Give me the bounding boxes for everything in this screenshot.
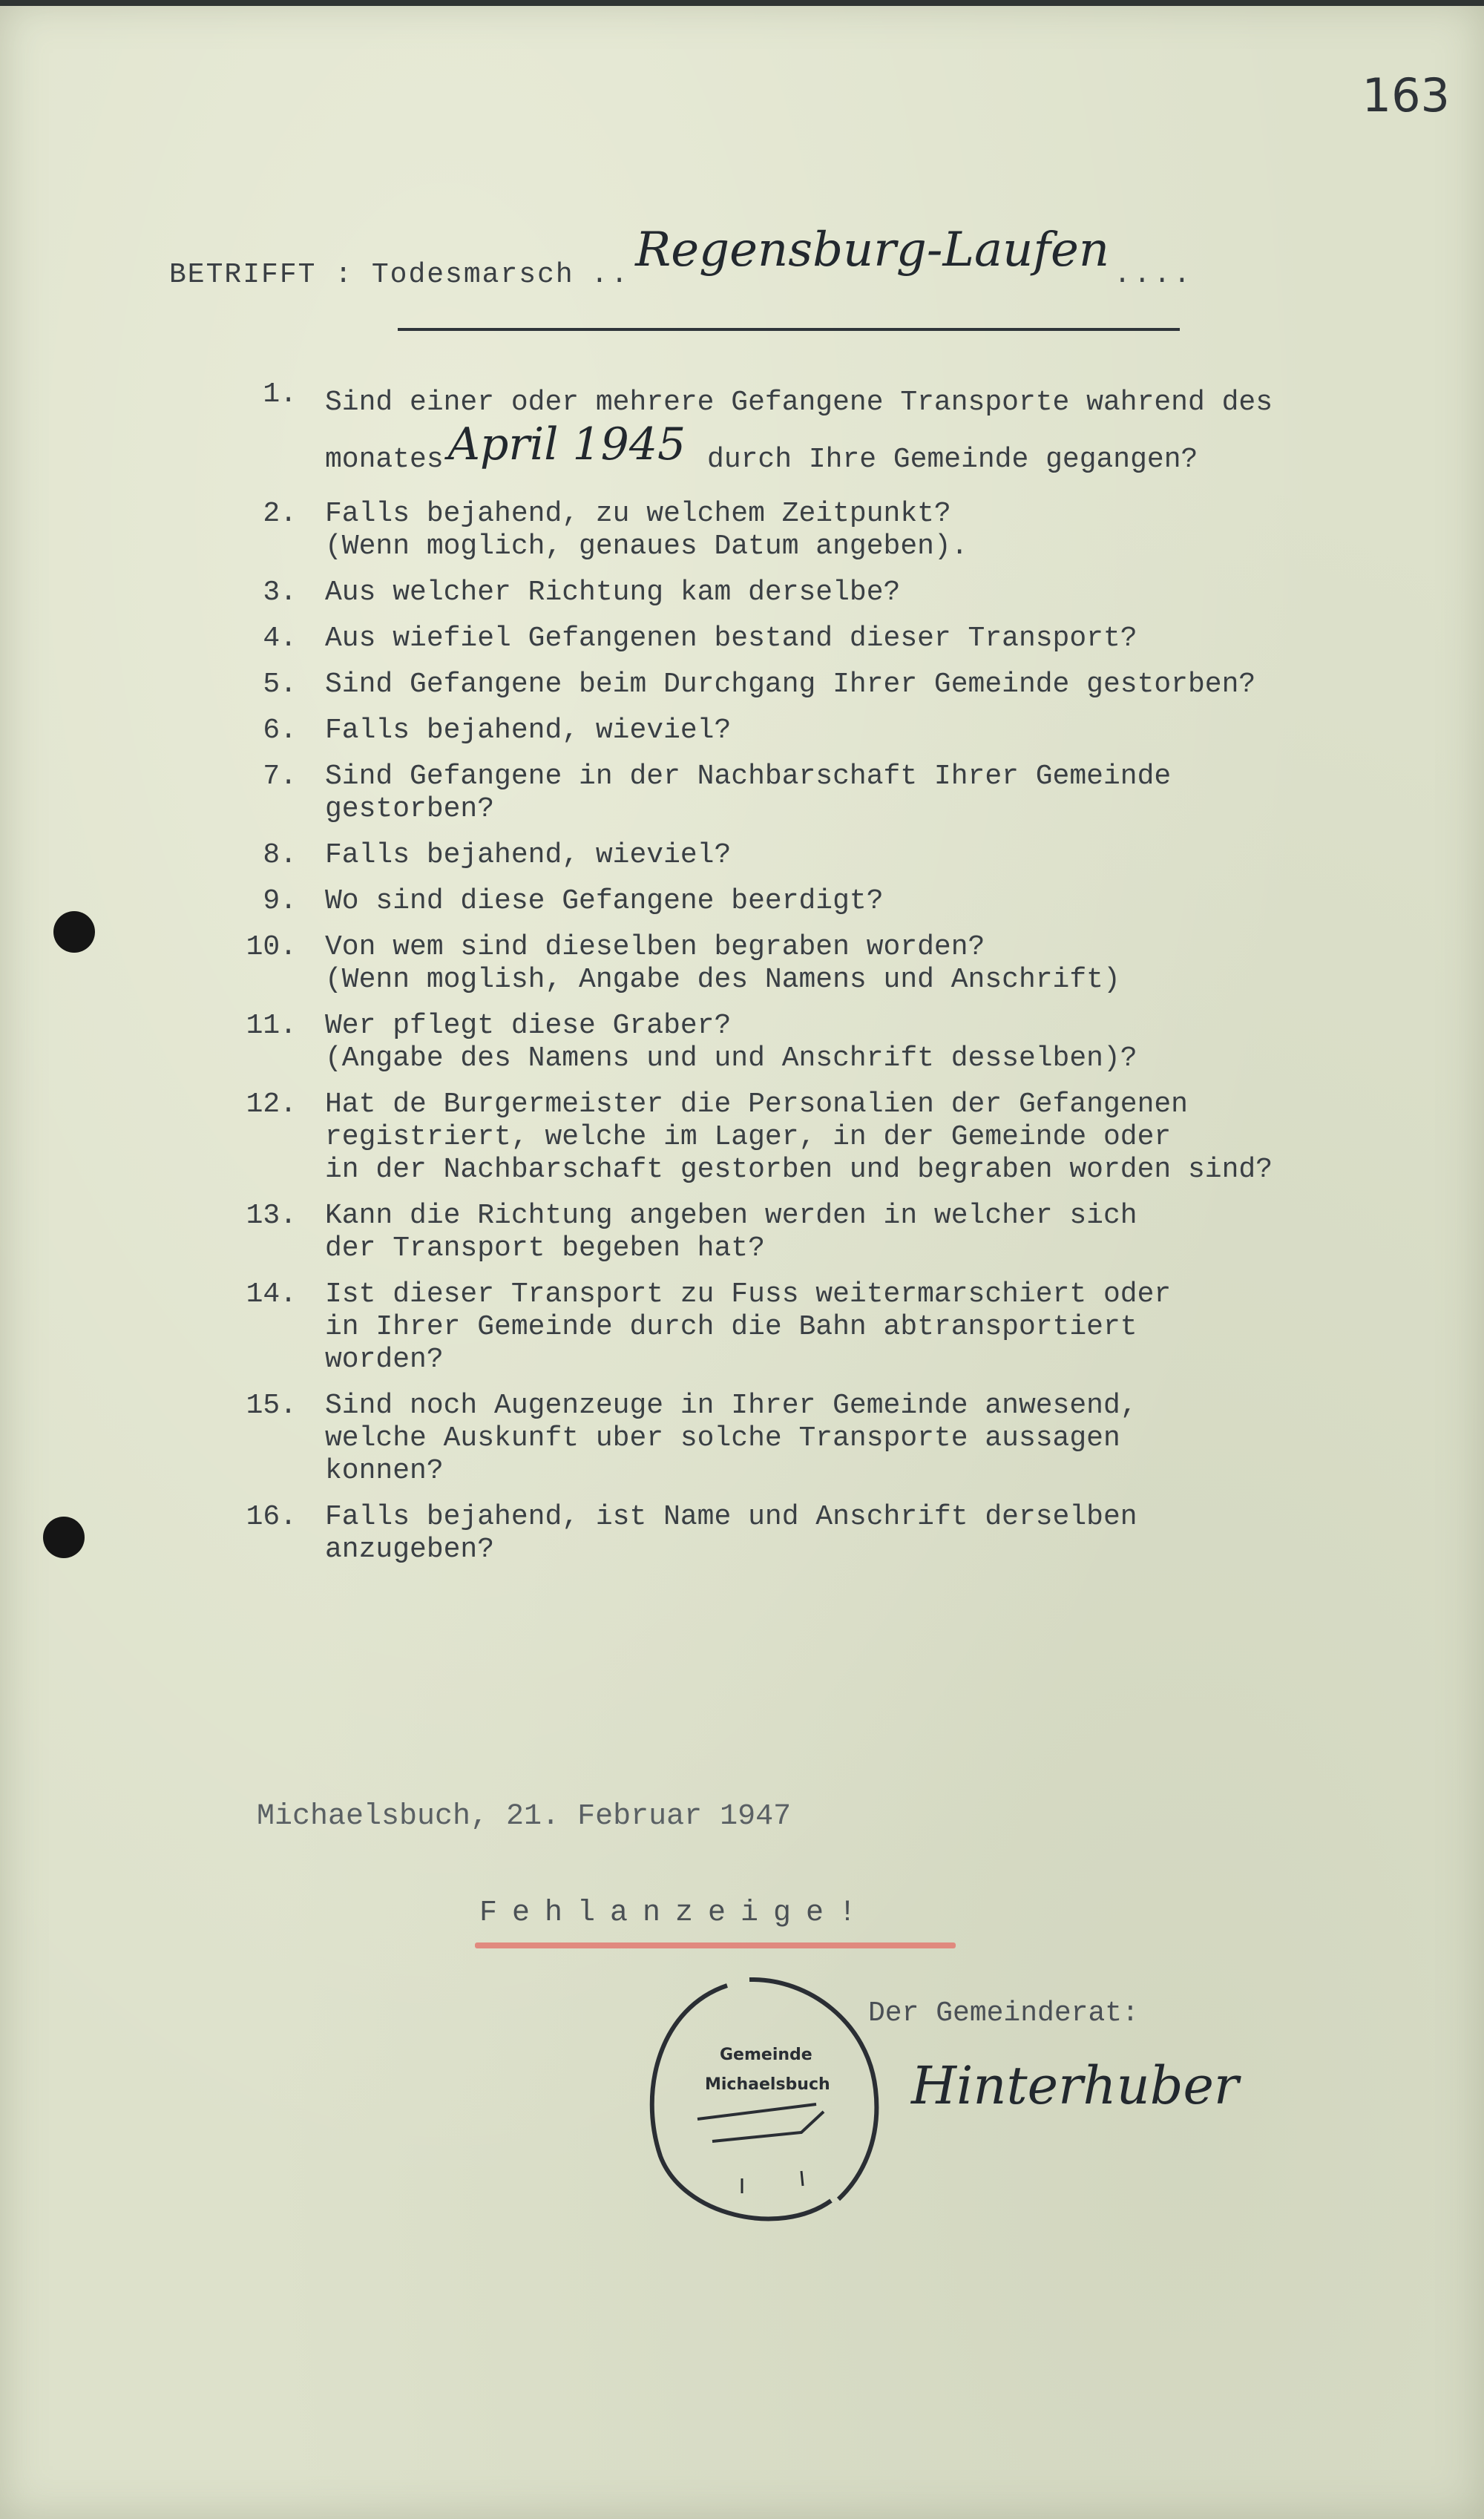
- signatory-label: Der Gemeinderat:: [868, 1997, 1139, 2029]
- question-text-line: Wo sind diese Gefangene beerdigt?: [325, 885, 884, 917]
- question-text-line: Falls bejahend, ist Name und Anschrift derselben: [325, 1501, 1137, 1533]
- question-number: 5.: [263, 669, 297, 700]
- question-item: [215, 498, 1432, 563]
- red-underline: [475, 1942, 956, 1948]
- subject-underline: [398, 328, 1180, 331]
- question-text: [325, 931, 1432, 996]
- question-text: [325, 1278, 1432, 1376]
- question-number: 7.: [263, 761, 297, 792]
- question-text-line: (Angabe des Namens und und Anschrift desselben)?: [325, 1042, 1137, 1074]
- question-text: [325, 839, 1432, 872]
- place-and-date: Michaelsbuch, 21. Februar 1947: [257, 1800, 792, 1833]
- question-number: 11.: [246, 1010, 297, 1042]
- question-item: [215, 1088, 1432, 1186]
- question-number: 15.: [246, 1390, 297, 1422]
- question-text: [325, 623, 1432, 655]
- question-number: 6.: [263, 715, 297, 746]
- question-text: [325, 1010, 1432, 1075]
- question-number: 14.: [246, 1278, 297, 1310]
- question-text: [325, 761, 1432, 826]
- handwritten-month: April 1945: [447, 418, 686, 470]
- scan-top-edge: [0, 0, 1484, 6]
- question-text-line: (Wenn moglish, Angabe des Namens und Anschrift): [325, 964, 1120, 996]
- question-text-line: Sind Gefangene in der Nachbarschaft Ihrer Gemeinde: [325, 761, 1172, 792]
- question-text-line: worden?: [325, 1344, 444, 1376]
- question-number: 3.: [263, 577, 297, 608]
- question-number: 8.: [263, 839, 297, 871]
- page-number: 163: [1362, 68, 1450, 122]
- question-text-line: (Wenn moglich, genaues Datum angeben).: [325, 531, 968, 562]
- question-number: 4.: [263, 623, 297, 654]
- question-text: [325, 1088, 1432, 1186]
- question-text-line: Ist dieser Transport zu Fuss weitermarschiert oder: [325, 1278, 1172, 1310]
- question-number: 2.: [263, 498, 297, 530]
- question-text-line: in der Nachbarschaft gestorben und begraben worden sind?: [325, 1154, 1273, 1186]
- question-item: [215, 623, 1432, 655]
- question-item: [215, 1390, 1432, 1488]
- question-item: [215, 378, 1432, 485]
- question-item: [215, 577, 1432, 609]
- questionnaire: [215, 378, 1432, 1580]
- question-item: [215, 1200, 1432, 1265]
- question-text-line: Wer pflegt diese Graber?: [325, 1010, 732, 1042]
- question-text: [325, 1501, 1432, 1566]
- question-number: 9.: [263, 885, 297, 917]
- question-number: 10.: [246, 931, 297, 963]
- question-text: [325, 577, 1432, 609]
- punch-hole-bottom: [43, 1517, 85, 1558]
- question-text: [325, 1200, 1432, 1265]
- question-text-line: registriert, welche im Lager, in der Gemeinde oder: [325, 1121, 1172, 1153]
- question-item: [215, 669, 1432, 701]
- subject-label: BETRIFFT : Todesmarsch: [169, 259, 574, 291]
- question-text-line: Aus wiefiel Gefangenen bestand dieser Transport?: [325, 623, 1137, 654]
- question-number: 13.: [246, 1200, 297, 1232]
- question-text-line: in Ihrer Gemeinde durch die Bahn abtransportiert: [325, 1311, 1137, 1343]
- question-text-line: der Transport begeben hat?: [325, 1232, 765, 1264]
- question-text: [325, 498, 1432, 563]
- punch-hole-top: [53, 911, 95, 953]
- question-text-line: anzugeben?: [325, 1534, 495, 1566]
- question-text-line: Falls bejahend, wieviel?: [325, 839, 732, 871]
- question-text: [325, 378, 1432, 485]
- question-text-line: Kann die Richtung angeben werden in welcher sich: [325, 1200, 1137, 1232]
- question-text: [325, 669, 1432, 701]
- question-text-line: Sind noch Augenzeuge in Ihrer Gemeinde anwesend,: [325, 1390, 1137, 1422]
- question-text-line: gestorben?: [325, 793, 495, 825]
- stamp-emblem-mark: [697, 2104, 824, 2141]
- question-item: [215, 931, 1432, 996]
- question-text-part: durch Ihre Gemeinde gegangen?: [690, 444, 1198, 476]
- question-text: [325, 885, 1432, 918]
- question-text: [325, 1390, 1432, 1488]
- question-text-line: Aus welcher Richtung kam derselbe?: [325, 577, 901, 608]
- question-item: [215, 885, 1432, 918]
- stamp-tick-marks: [742, 2171, 803, 2193]
- question-item: [215, 839, 1432, 872]
- question-text-line: Sind Gefangene beim Durchgang Ihrer Gemeinde gestorben?: [325, 669, 1256, 700]
- stamp-text-line2: Michaelsbuch: [705, 2075, 830, 2094]
- question-text-line: Hat de Burgermeister die Personalien der Gefangenen: [325, 1088, 1188, 1120]
- question-item: [215, 761, 1432, 826]
- question-number: 1.: [263, 378, 297, 410]
- question-number: 12.: [246, 1088, 297, 1120]
- question-item: [215, 1010, 1432, 1075]
- question-item: [215, 715, 1432, 747]
- question-number: 16.: [246, 1501, 297, 1533]
- subject-dots-left: ..: [591, 259, 631, 291]
- municipal-stamp: [631, 1963, 890, 2238]
- question-text-line: Von wem sind dieselben begraben worden?: [325, 931, 985, 963]
- handwritten-signature: Hinterhuber: [911, 2055, 1239, 2116]
- question-text-line: konnen?: [325, 1455, 444, 1487]
- question-text-line: Falls bejahend, wieviel?: [325, 715, 732, 746]
- stamp-text-line1: Gemeinde: [720, 2046, 812, 2064]
- subject-handwritten-route: Regensburg-Laufen: [635, 223, 1110, 277]
- question-item: [215, 1501, 1432, 1566]
- nil-return-note: Fehlanzeige!: [479, 1896, 872, 1930]
- question-text-line: welche Auskunft uber solche Transporte aussagen: [325, 1422, 1120, 1454]
- question-item: [215, 1278, 1432, 1376]
- question-text: [325, 715, 1432, 747]
- subject-dots-right: ....: [1114, 259, 1194, 291]
- question-text-line: Falls bejahend, zu welchem Zeitpunkt?: [325, 498, 951, 530]
- question-text-part: Sind einer oder mehrere Gefangene Transporte wahrend des monates: [325, 387, 1273, 476]
- subject-line: [169, 223, 1194, 294]
